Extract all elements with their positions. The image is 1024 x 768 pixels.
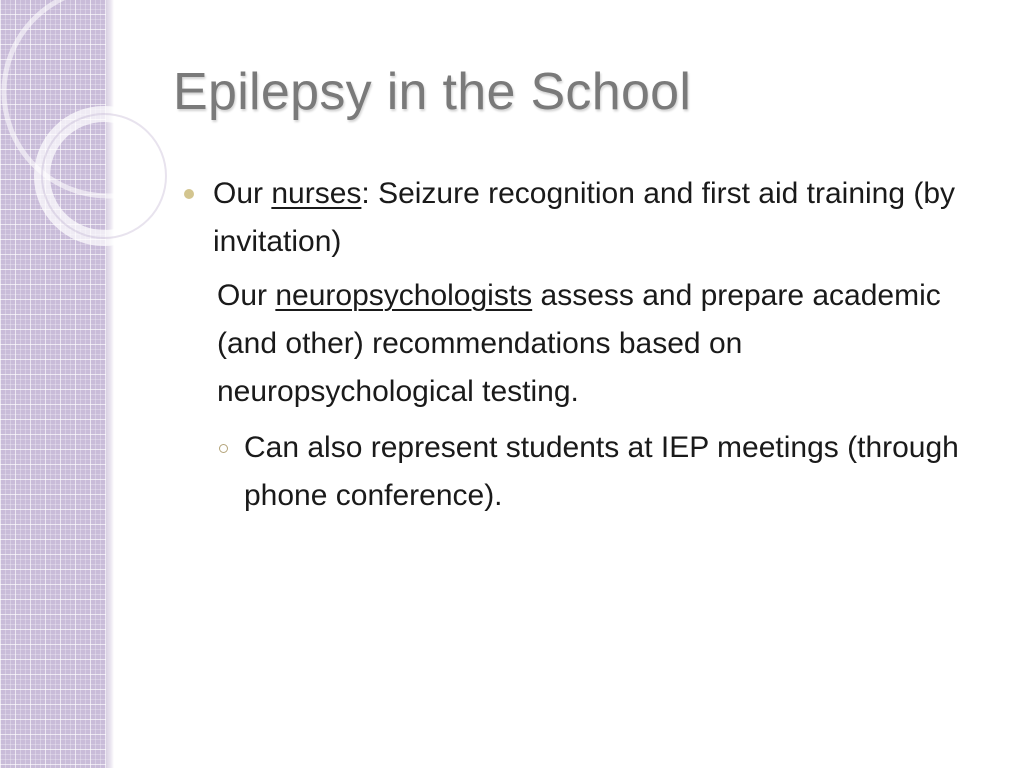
slide-title: Epilepsy in the School [173,63,692,121]
item-suffix: : Seizure recognition and first aid training (by invitation) [213,177,956,258]
item-emphasis: nurses [271,177,362,210]
item-prefix: Our [213,177,272,210]
bullet-ring-icon [219,444,228,453]
sub-list-item [180,424,980,520]
slide-content [180,170,980,520]
item-prefix: Our [217,279,276,312]
bullet-dot-icon [184,189,194,199]
decorative-circles [0,0,180,260]
list-item [180,170,980,266]
item-suffix: assess and prepare academic (and other) recommendations based on neuropsychological testing. [217,279,941,408]
item-text: Can also represent students at IEP meetings (through phone conference). [244,431,959,512]
list-item [180,272,980,416]
item-emphasis: neuropsychologists [275,279,533,312]
